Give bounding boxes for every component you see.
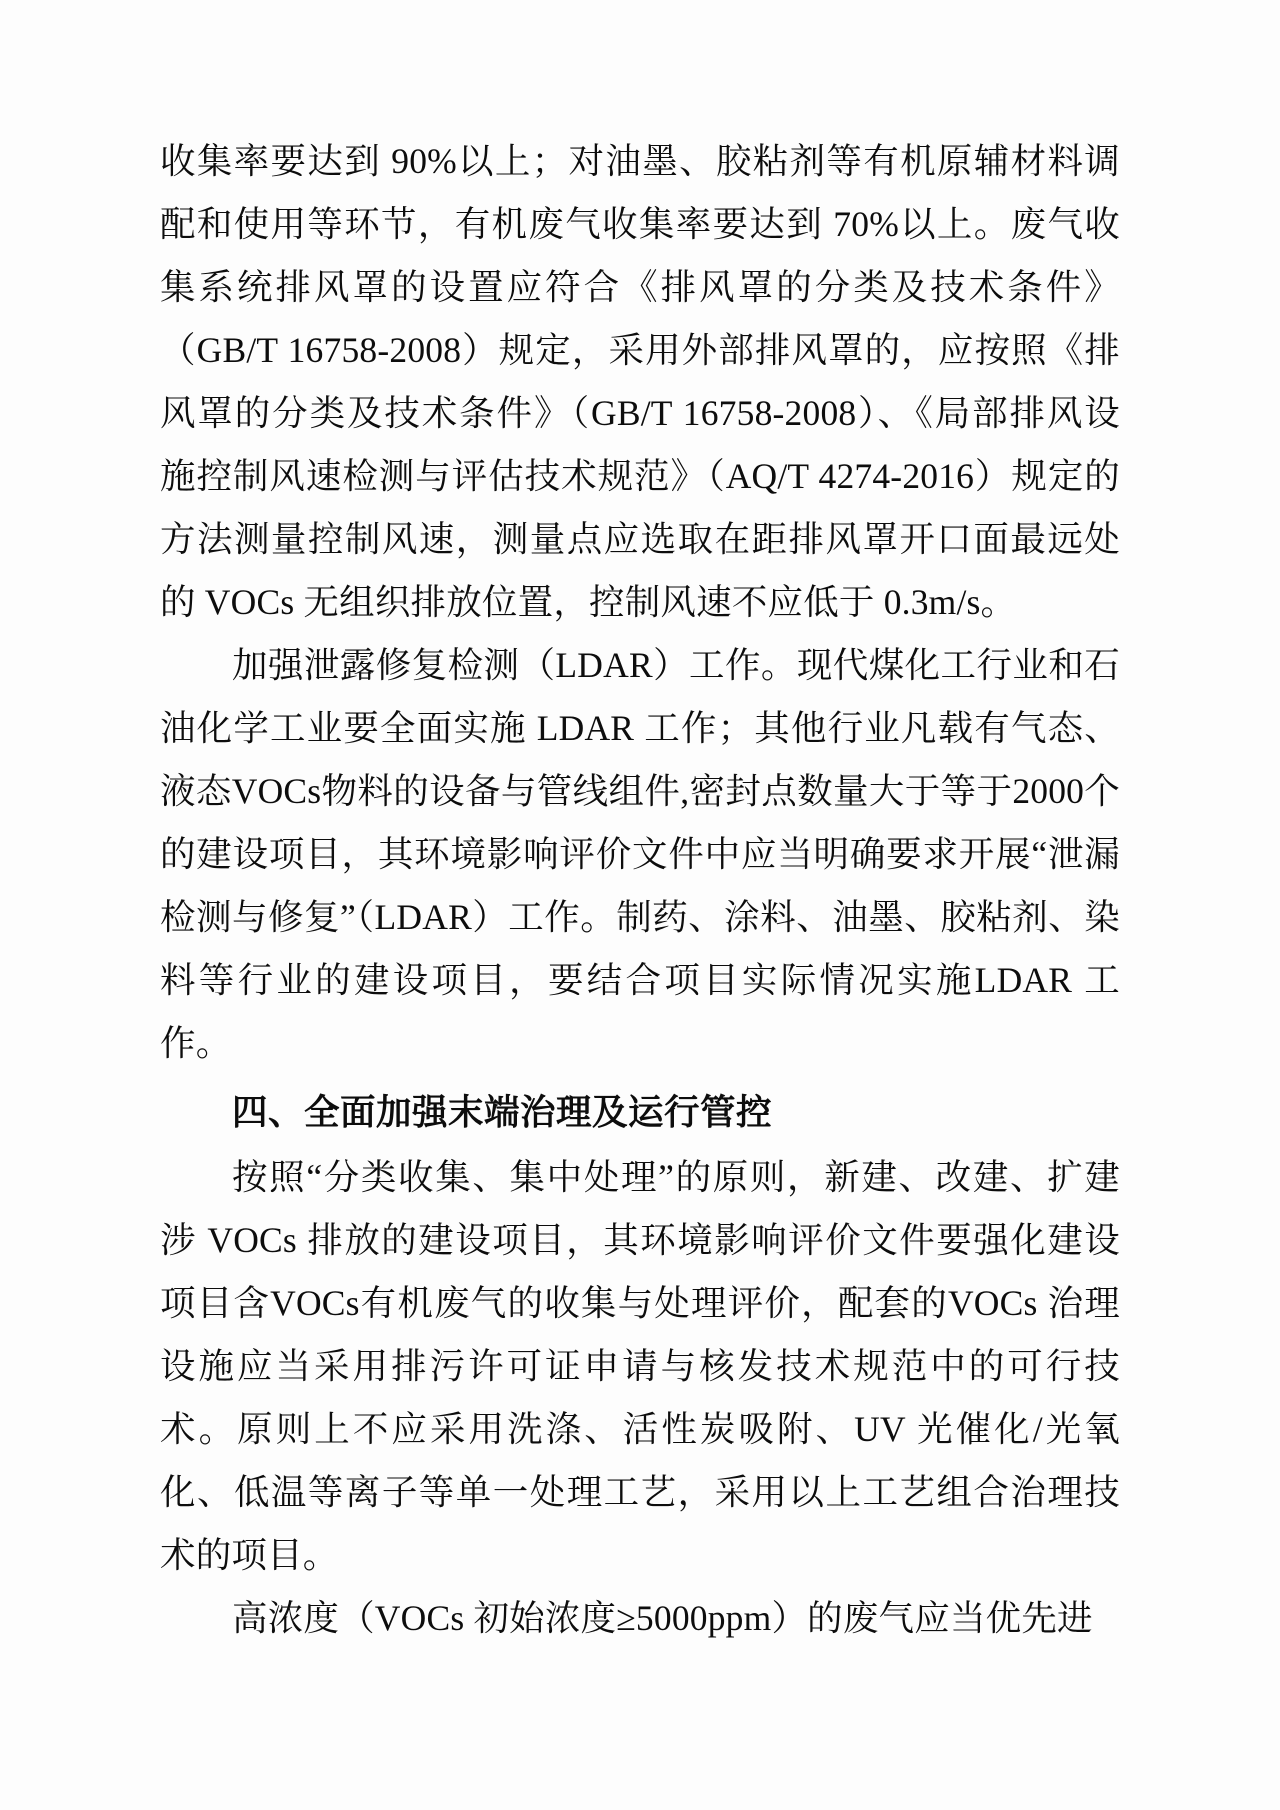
paragraph-collection-rate: 收集率要达到 90%以上；对油墨、胶粘剂等有机原辅材料调配和使用等环节，有机废气收集率要达到 70%以上。废气收集系统排风罩的设置应符合《排风罩的分类及技术条件》（GB/T 16758-2008）规定，采用外部排风罩的，应按照《排风罩的分类及技术条件》（GB/T 16758-2008）、《局部排风设施控制风速检测与评估技术规范》（AQ/T 4274-2016）规定的方法测量控制风速，测量点应选取在距排风罩开口面最远处的 VOCs 无组织排放位置，控制风速不应低于 0.3m/s。	[160, 141, 1120, 622]
paragraph-classified-collection: 按照“分类收集、集中处理”的原则，新建、改建、扩建涉 VOCs 排放的建设项目，其环境影响评价文件要强化建设项目含VOCs有机废气的收集与处理评价，配套的VOCs 治理设施应当采用排污许可证申请与核发技术规范中的可行技术。原则上不应采用洗涤、活性炭吸附、UV 光催化/光氧化、低温等离子等单一处理工艺，采用以上工艺组合治理技术的项目。	[160, 1157, 1120, 1575]
section-heading-four: 四、全面加强末端治理及运行管控	[232, 1092, 773, 1133]
document-body	[160, 130, 1120, 1650]
paragraph-high-concentration: 高浓度（VOCs 初始浓度≥5000ppm）的废气应当优先进	[232, 1598, 1093, 1638]
paragraph-ldar: 加强泄露修复检测（LDAR）工作。现代煤化工行业和石油化学工业要全面实施 LDAR 工作；其他行业凡载有气态、液态VOCs物料的设备与管线组件,密封点数量大于等于2000个的建设项目，其环境影响评价文件中应当明确要求开展“泄漏检测与修复”（LDAR）工作。制药、涂料、油墨、胶粘剂、染料等行业的建设项目，要结合项目实际情况实施LDAR 工作。	[160, 645, 1120, 1063]
